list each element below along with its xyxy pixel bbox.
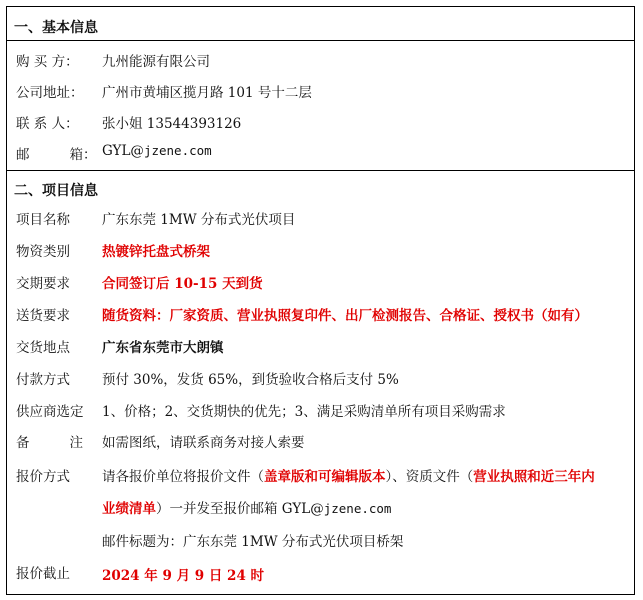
address-value: 广州市黄埔区揽月路 101 号十二层 [102, 85, 312, 101]
supplier-value: 1、价格；2、交货期快的优先；3、满足采购清单所有项目采购需求 [102, 404, 506, 420]
remarks-label: 备 注 [16, 435, 83, 451]
buyer-value: 九州能源有限公司 [102, 54, 210, 70]
quote-method-line3: 邮件标题为：广东东莞 1MW 分布式光伏项目桥架 [102, 534, 404, 550]
quote-method-label: 报价方式 [16, 469, 70, 485]
quote-email-domain: jzene.com [323, 501, 392, 516]
email-prefix: GYL@ [102, 143, 144, 159]
material-label: 物资类别 [16, 244, 70, 260]
divider [6, 40, 635, 41]
contact-value: 张小姐 13544393126 [102, 116, 242, 132]
email-label: 邮 箱： [16, 147, 97, 163]
section1-title: 一、基本信息 [14, 20, 98, 36]
deadline-label: 报价截止 [16, 566, 70, 582]
quote-highlight: 营业执照和近三年内 [473, 469, 595, 485]
quote-text: 请各报价单位将报价文件（ [102, 469, 264, 485]
email-value [102, 143, 212, 159]
email-domain: jzene.com [143, 143, 212, 158]
quote-highlight: 业绩清单 [102, 501, 156, 517]
supplier-label: 供应商选定 [16, 404, 84, 420]
section2-title: 二、项目信息 [14, 183, 98, 199]
quote-method-line2 [102, 497, 391, 517]
project-name-value: 广东东莞 1MW 分布式光伏项目 [102, 212, 296, 228]
quote-text: ）一并发至报价邮箱 GYL@ [156, 501, 324, 517]
contact-label: 联 系 人： [16, 116, 79, 132]
quote-highlight: 盖章版和可编辑版本 [264, 469, 386, 485]
deadline-value: 2024 年 9 月 9 日 24 时 [102, 568, 265, 584]
payment-value: 预付 30%，发货 65%，到货验收合格后支付 5% [102, 372, 399, 388]
material-value: 热镀锌托盘式桥架 [102, 244, 210, 260]
remarks-value: 如需图纸，请联系商务对接人索要 [102, 435, 305, 451]
divider [6, 170, 635, 171]
quote-text: ）、资质文件（ [385, 469, 474, 485]
project-name-label: 项目名称 [16, 212, 70, 228]
delivery-req-label: 送货要求 [16, 308, 70, 324]
buyer-label: 购 买 方： [16, 54, 79, 70]
location-label: 交货地点 [16, 340, 70, 356]
delivery-req-value: 随货资料：厂家资质、营业执照复印件、出厂检测报告、合格证、授权书（如有） [102, 308, 588, 324]
payment-label: 付款方式 [16, 372, 70, 388]
address-label: 公司地址： [16, 85, 84, 101]
location-value: 广东省东莞市大朗镇 [102, 340, 224, 356]
delivery-time-label: 交期要求 [16, 276, 70, 292]
quote-method-line1 [102, 465, 595, 485]
delivery-time-value: 合同签订后 10-15 天到货 [102, 276, 263, 292]
